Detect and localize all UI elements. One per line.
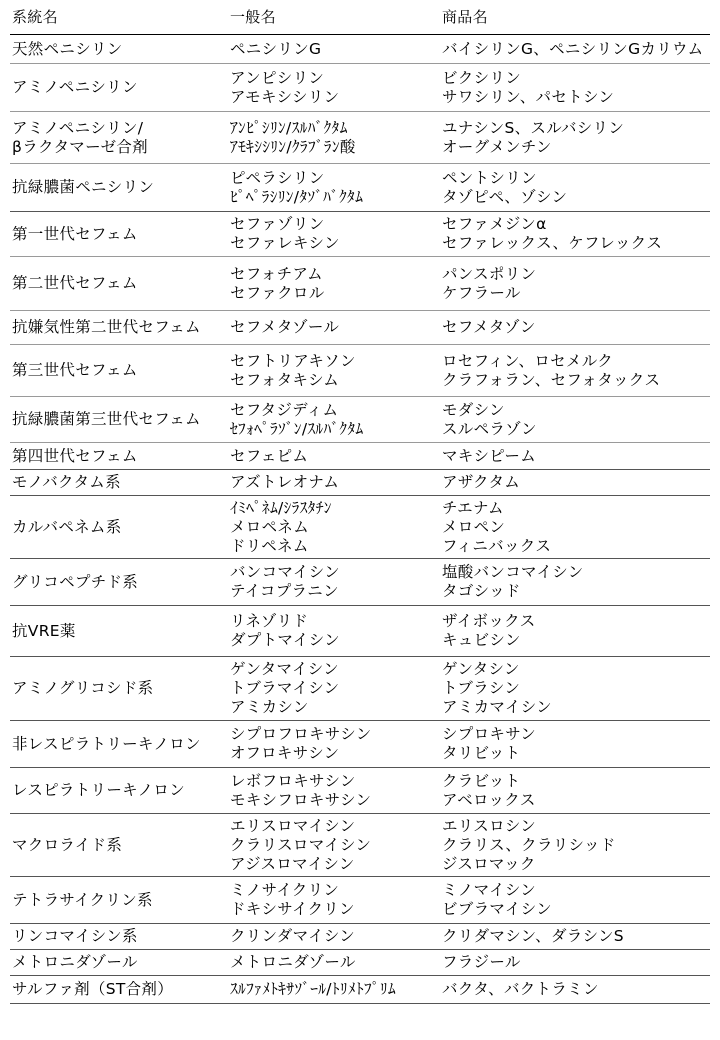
- system-cell: 抗緑膿菌第三世代セフェム: [12, 410, 201, 428]
- generic-cell: セフタジディム ｾﾌｫﾍﾟﾗｿﾞﾝ/ｽﾙﾊﾞｸﾀﾑ: [230, 400, 364, 438]
- brand-cell: マキシピーム: [442, 446, 537, 465]
- system-cell: アミノグリコシド系: [12, 679, 154, 697]
- system-cell: メトロニダゾール: [12, 953, 138, 971]
- brand-cell: セファメジンα セファレックス、ケフレックス: [442, 215, 663, 252]
- system-cell: サルファ剤（ST合剤）: [12, 980, 174, 998]
- system-cell: モノバクタム系: [12, 473, 121, 491]
- system-cell: 天然ペニシリン: [12, 39, 123, 58]
- generic-cell: レボフロキサシン モキシフロキサシン: [230, 771, 372, 809]
- table-row: [10, 470, 710, 496]
- generic-cell: バンコマイシン テイコプラニン: [230, 563, 340, 600]
- system-cell: 第一世代セフェム: [12, 224, 138, 243]
- generic-cell: アズトレオナム: [230, 473, 340, 491]
- generic-cell: シプロフロキサシン オフロキサシン: [230, 725, 372, 762]
- brand-cell: シプロキサン タリビット: [442, 725, 537, 762]
- header-generic: 一般名: [230, 7, 276, 26]
- table-row: [10, 976, 710, 1004]
- system-cell: カルバペネム系: [12, 517, 122, 536]
- brand-cell: ロセフィン、ロセメルク クラフォラン、セフォタックス: [442, 351, 661, 389]
- generic-cell: ペニシリンG: [230, 39, 322, 58]
- table-row: [10, 496, 710, 559]
- system-cell: 抗VRE薬: [12, 621, 76, 640]
- generic-cell: ｲﾐﾍﾟﾈﾑ/ｼﾗｽﾀﾁﾝ メロペネム ドリペネム: [230, 498, 332, 555]
- table-row: [10, 606, 710, 657]
- generic-cell: セフェピム: [230, 446, 309, 465]
- table-row: [10, 257, 710, 311]
- system-cell: グリコペプチド系: [12, 572, 139, 591]
- generic-cell: セファゾリン セファレキシン: [230, 215, 340, 252]
- brand-cell: バクタ、バクトラミン: [442, 980, 599, 998]
- system-cell: 抗嫌気性第二世代セフェム: [12, 318, 201, 336]
- table-row: [10, 950, 710, 976]
- brand-cell: ゲンタシン トブラシン アミカマイシン: [442, 660, 552, 716]
- generic-cell: セフメタゾール: [230, 318, 340, 336]
- brand-cell: ペントシリン タゾピペ、ゾシン: [442, 168, 568, 206]
- brand-cell: ユナシンS、スルバシリン オーグメンチン: [442, 118, 625, 156]
- table-header: [10, 0, 710, 35]
- brand-cell: ザイボックス キュビシン: [442, 612, 536, 649]
- header-system: 系統名: [12, 7, 58, 26]
- table-row: [10, 877, 710, 924]
- table-row: [10, 345, 710, 397]
- table-row: [10, 397, 710, 443]
- generic-cell: セフォチアム セファクロル: [230, 264, 325, 302]
- generic-cell: ｱﾝﾋﾟｼﾘﾝ/ｽﾙﾊﾞｸﾀﾑ ｱﾓｷｼｼﾘﾝ/ｸﾗﾌﾞﾗﾝ酸: [230, 118, 356, 156]
- generic-cell: リネゾリド ダプトマイシン: [230, 612, 340, 649]
- brand-cell: クリダマシン、ダラシンS: [442, 927, 624, 945]
- generic-cell: ｽﾙﾌｧﾒﾄｷｻｿﾞｰﾙ/ﾄﾘﾒﾄﾌﾟﾘﾑ: [230, 980, 396, 998]
- system-cell: アミノペニシリン/ βラクタマーゼ合剤: [12, 118, 148, 156]
- brand-cell: セフメタゾン: [442, 318, 536, 336]
- generic-cell: ピペラシリン ﾋﾟﾍﾟﾗｼﾘﾝ/ﾀｿﾞﾊﾞｸﾀﾑ: [230, 168, 364, 206]
- system-cell: 非レスピラトリーキノロン: [12, 734, 201, 753]
- system-cell: マクロライド系: [12, 835, 123, 854]
- generic-cell: ゲンタマイシン トブラマイシン アミカシン: [230, 660, 340, 716]
- table-row: [10, 35, 710, 64]
- brand-cell: バイシリンG、ペニシリンGカリウム: [442, 39, 704, 58]
- system-cell: リンコマイシン系: [12, 927, 138, 945]
- table-row: [10, 559, 710, 606]
- brand-cell: ミノマイシン ビブラマイシン: [442, 881, 552, 918]
- generic-cell: エリスロマイシン クラリスロマイシン アジスロマイシン: [230, 816, 372, 873]
- table-row: [10, 768, 710, 814]
- system-cell: テトラサイクリン系: [12, 890, 153, 909]
- generic-cell: クリンダマイシン: [230, 927, 356, 945]
- table-row: [10, 212, 710, 257]
- brand-cell: フラジール: [442, 953, 521, 971]
- generic-cell: ミノサイクリン ドキシサイクリン: [230, 881, 355, 918]
- brand-cell: パンスポリン ケフラール: [442, 264, 537, 302]
- brand-cell: モダシン スルペラゾン: [442, 400, 537, 438]
- drug-table: [10, 0, 710, 1004]
- system-cell: 第二世代セフェム: [12, 274, 138, 292]
- table-row: [10, 112, 710, 164]
- system-cell: 第三世代セフェム: [12, 361, 138, 379]
- system-cell: アミノペニシリン: [12, 78, 138, 96]
- generic-cell: メトロニダゾール: [230, 953, 356, 971]
- brand-cell: アザクタム: [442, 473, 521, 491]
- generic-cell: セフトリアキソン セフォタキシム: [230, 351, 356, 389]
- table-row: [10, 164, 710, 212]
- table-row: [10, 311, 710, 345]
- table-row: [10, 924, 710, 950]
- system-cell: 抗緑膿菌ペニシリン: [12, 178, 155, 196]
- table-row: [10, 64, 710, 112]
- generic-cell: アンピシリン アモキシシリン: [230, 68, 340, 106]
- table-row: [10, 721, 710, 768]
- table-row: [10, 443, 710, 470]
- system-cell: 第四世代セフェム: [12, 446, 138, 465]
- table-row: [10, 814, 710, 877]
- header-brand: 商品名: [442, 7, 488, 26]
- brand-cell: チエナム メロペン フィニバックス: [442, 498, 552, 555]
- brand-cell: エリスロシン クラリス、クラリシッド ジスロマック: [442, 816, 616, 873]
- brand-cell: ビクシリン サワシリン、パセトシン: [442, 68, 615, 106]
- brand-cell: 塩酸バンコマイシン タゴシッド: [442, 563, 584, 600]
- system-cell: レスピラトリーキノロン: [12, 781, 186, 799]
- brand-cell: クラビット アベロックス: [442, 771, 536, 809]
- table-row: [10, 657, 710, 721]
